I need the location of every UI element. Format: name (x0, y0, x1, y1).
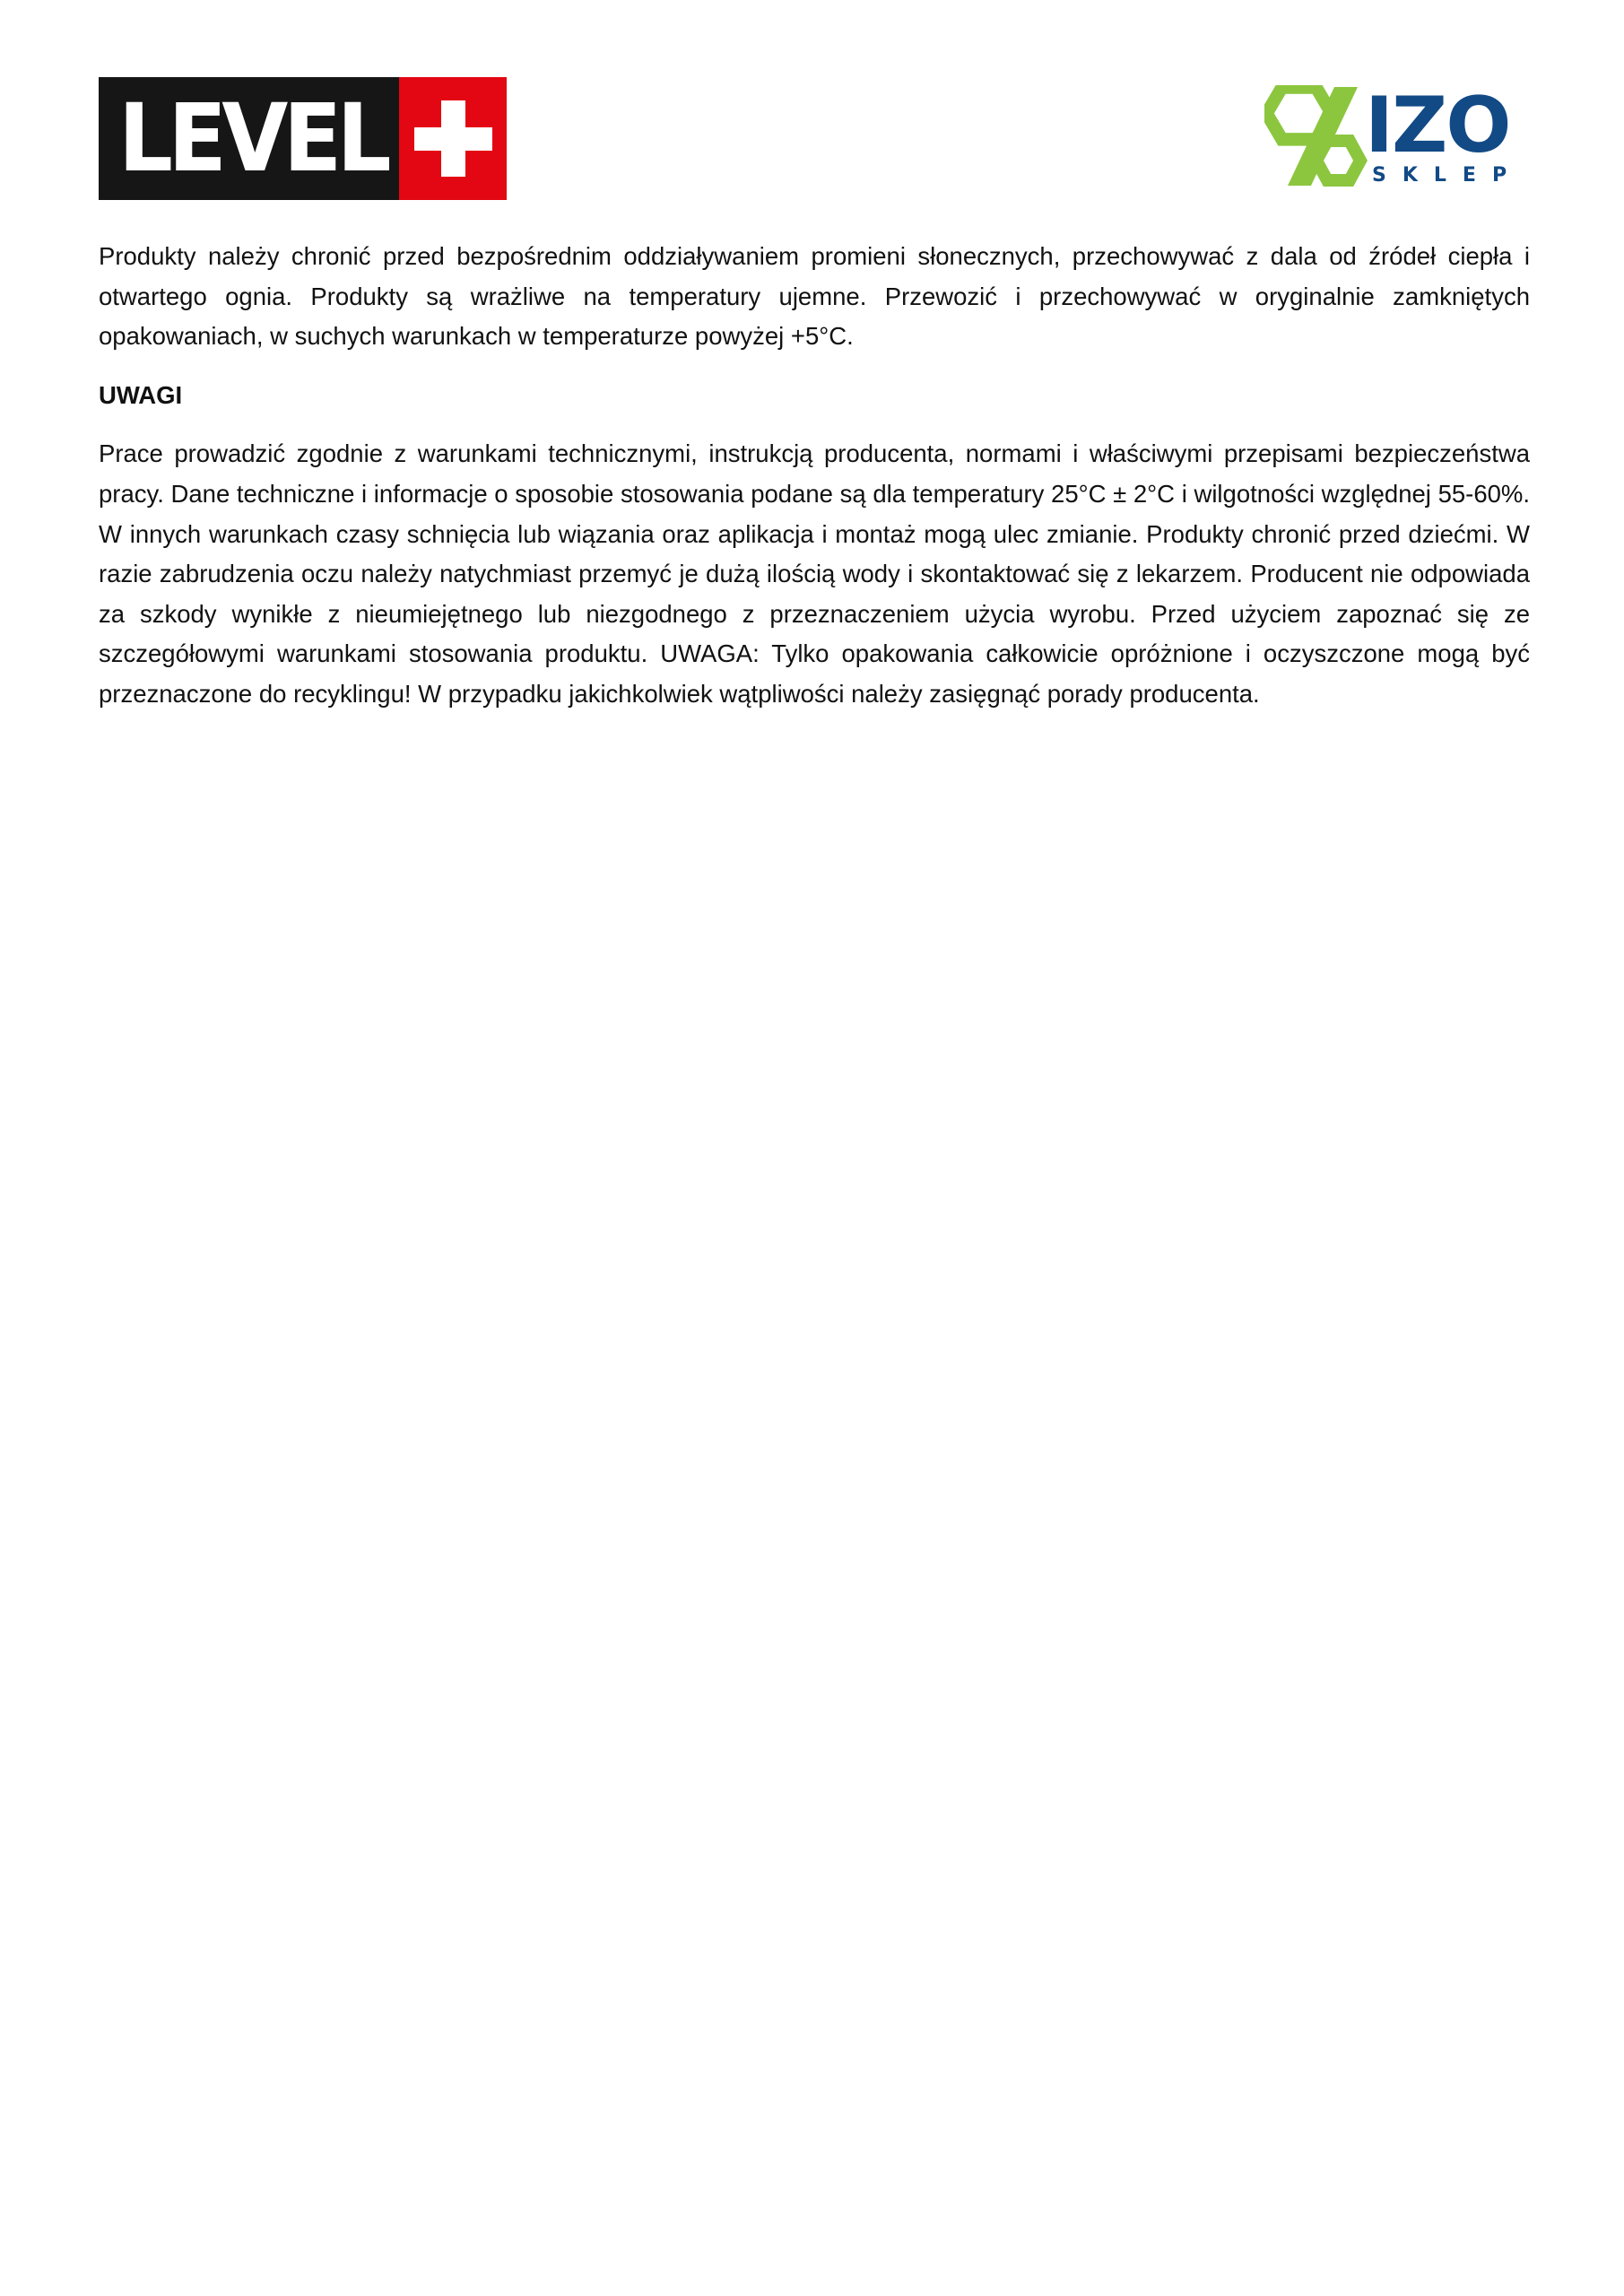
storage-paragraph: Produkty należy chronić przed bezpośrednim oddziaływaniem promieni słonecznych, przechowywać z dala od źródeł ciepła i otwartego ognia. Produkty są wrażliwe na temperatury ujemne. Przewozić i przechowywać w oryginalnie zamkniętych opakowaniach, w suchych warunkach w temperaturze powyżej +5°C. (99, 242, 1530, 351)
logo-sklep-text: SKLEP (1372, 164, 1524, 187)
document-body (99, 237, 1530, 715)
izo-sklep-logo (1264, 81, 1533, 193)
logo-black-block (99, 77, 399, 200)
notes-heading: UWAGI (99, 380, 183, 409)
hexagon-molecule-icon (1264, 85, 1372, 193)
logo-izo-text: IZO (1365, 81, 1510, 170)
plus-horizontal-bar (414, 127, 492, 151)
plus-icon (399, 77, 507, 200)
notes-paragraph: Prace prowadzić zgodnie z warunkami technicznymi, instrukcją producenta, normami i właściwymi przepisami bezpieczeństwa pracy. Dane techniczne i informacje o sposobie stosowania podane są dla temperatury 25°C ± 2°C i wilgotności względnej 55-60%. W innych warunkach czasy schnięcia lub wiązania oraz aplikacja i montaż mogą ulec zmianie. Produkty chronić przed dziećmi. W razie zabrudzenia oczu należy natychmiast przemyć je dużą ilością wody i skontaktować się z lekarzem. Producent nie odpowiada za szkody wynikłe z nieumiejętnego lub niezgodnego z przeznaczeniem użycia wyrobu. Przed użyciem zapoznać się ze szczegółowymi warunkami stosowania produktu. UWAGA: Tylko opakowania całkowicie opróżnione i oczyszczone mogą być przeznaczone do recyklingu! W przypadku jakichkolwiek wątpliwości należy zasięgnąć porady producenta. (99, 439, 1530, 708)
logo-level-text: LEVEL (118, 83, 387, 193)
level-plus-logo (99, 77, 507, 200)
